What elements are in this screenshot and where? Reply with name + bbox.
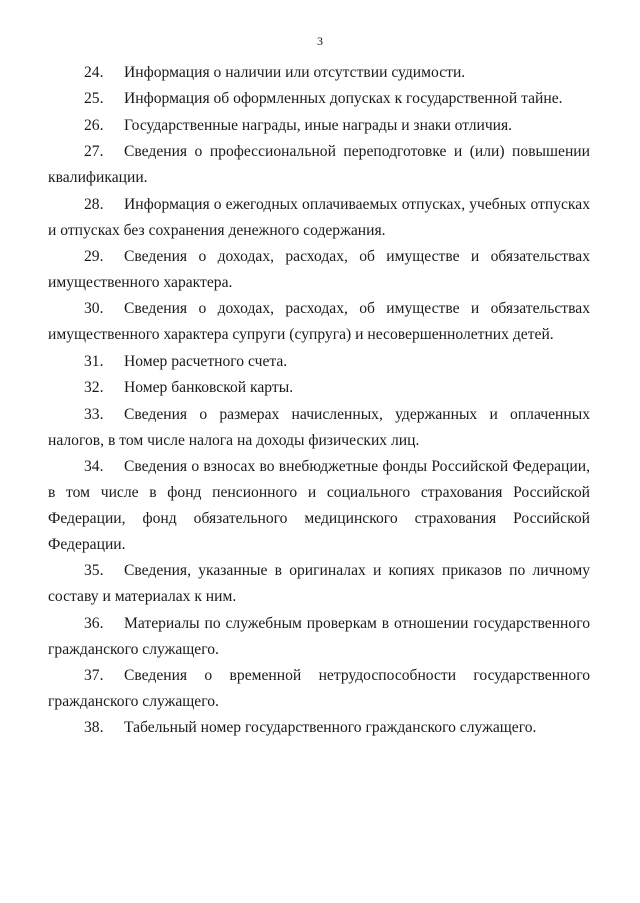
list-item — [48, 715, 590, 741]
item-text: Сведения о временной нетрудоспособности государственного гражданского служащего. — [48, 667, 590, 711]
item-number: 32. — [84, 379, 104, 397]
list-item — [48, 113, 590, 139]
item-number: 29. — [84, 247, 104, 265]
item-number: 33. — [84, 405, 104, 423]
item-number: 27. — [84, 143, 104, 161]
item-text: Сведения о взносах во внебюджетные фонды Российской Федерации, в том числе в фонд пенсионного и социального страхования Российской Федерации, фонд обязательного медицинского страхования Российской Федерации. — [48, 457, 590, 553]
item-text: Сведения о доходах, расходах, об имуществе и обязательствах имущественного характера супруги (супруга) и несовершеннолетних детей. — [48, 300, 590, 344]
list-item — [48, 86, 590, 112]
item-text: Информация об оформленных допусках к государственной тайне. — [124, 90, 563, 108]
item-text: Материалы по служебным проверкам в отношении государственного гражданского служащего. — [48, 614, 590, 658]
item-number: 37. — [84, 667, 104, 685]
list-item — [48, 244, 590, 296]
item-number: 31. — [84, 352, 104, 370]
item-number: 28. — [84, 195, 104, 213]
page-number: 3 — [317, 34, 323, 48]
item-text: Сведения о профессиональной переподготовке и (или) повышении квалификации. — [48, 143, 590, 187]
item-text: Сведения о доходах, расходах, об имуществе и обязательствах имущественного характера. — [48, 247, 590, 291]
item-text: Государственные награды, иные награды и знаки отличия. — [124, 116, 513, 134]
item-text: Сведения, указанные в оригиналах и копиях приказов по личному составу и материалах к ним. — [48, 562, 590, 606]
list-item — [48, 349, 590, 375]
list-item — [48, 375, 590, 401]
list-item — [48, 60, 590, 86]
item-number: 25. — [84, 90, 104, 108]
document-list — [48, 60, 590, 742]
item-text: Номер банковской карты. — [124, 379, 294, 397]
item-text: Табельный номер государственного гражданского служащего. — [124, 719, 537, 737]
item-text: Номер расчетного счета. — [124, 352, 288, 370]
item-number: 24. — [84, 64, 104, 81]
item-text: Информация о ежегодных оплачиваемых отпусках, учебных отпусках и отпусках без сохранения денежного содержания. — [48, 195, 590, 239]
list-item — [48, 663, 590, 715]
item-number: 30. — [84, 300, 104, 318]
list-item — [48, 558, 590, 610]
item-text: Информация о наличии или отсутствии судимости. — [124, 64, 466, 81]
item-text: Сведения о размерах начисленных, удержанных и оплаченных налогов, в том числе налога на доходы физических лиц. — [48, 405, 590, 449]
item-number: 35. — [84, 562, 104, 580]
list-item — [48, 454, 590, 558]
list-item — [48, 611, 590, 663]
list-item — [48, 296, 590, 348]
item-number: 26. — [84, 116, 104, 134]
item-number: 36. — [84, 614, 104, 632]
list-item — [48, 192, 590, 244]
list-item — [48, 139, 590, 191]
item-number: 38. — [84, 719, 104, 737]
item-number: 34. — [84, 457, 104, 475]
list-item — [48, 402, 590, 454]
